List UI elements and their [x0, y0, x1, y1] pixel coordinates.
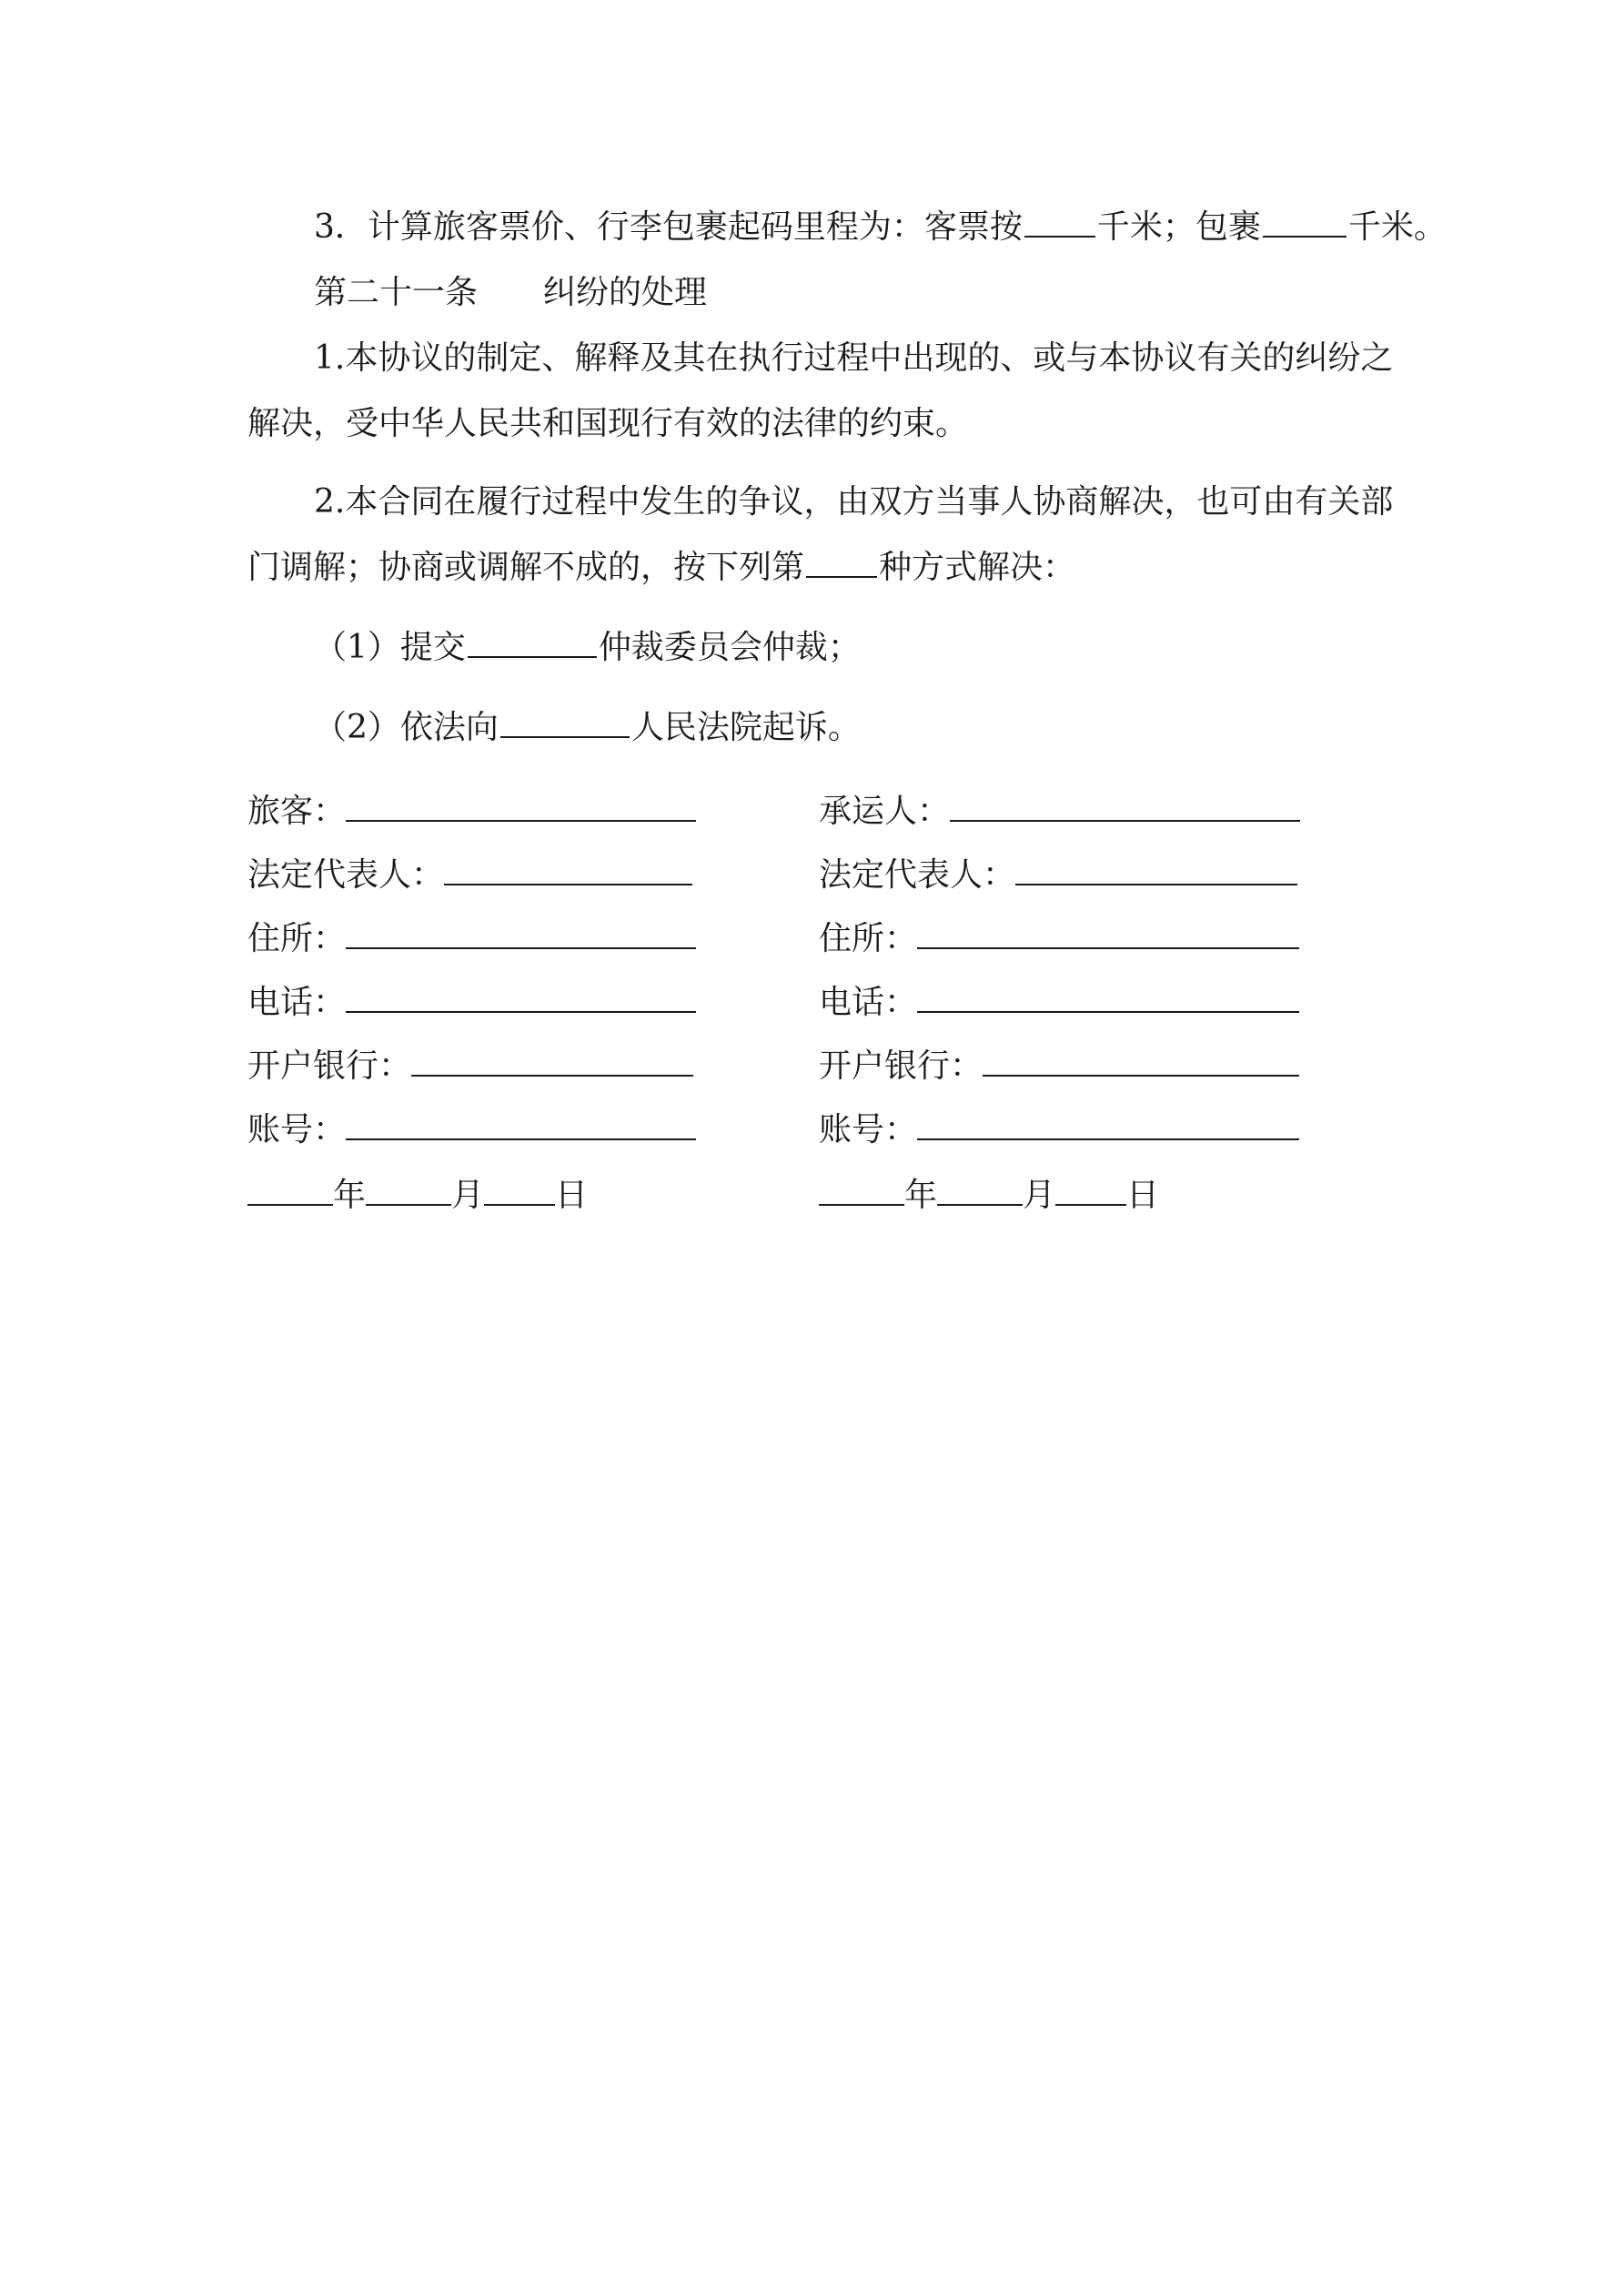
right-year-label: 年: [904, 1177, 938, 1214]
option1-suffix: 仲裁委员会仲裁；: [598, 629, 861, 666]
right-party-label: 承运人：: [819, 793, 951, 830]
right-bank-row: [819, 1047, 1299, 1087]
left-day-label: 日: [555, 1177, 589, 1214]
right-rep-row: [819, 855, 1297, 895]
left-rep-label: 法定代表人：: [247, 856, 445, 894]
left-phone-label: 电话：: [247, 984, 347, 1021]
option-1: [314, 628, 861, 668]
clause20-item3: [314, 207, 1447, 248]
left-bank-row: [247, 1047, 693, 1087]
left-phone-field[interactable]: [346, 984, 696, 1013]
item2-prefix: 门调解；协商或调解不成的，按下列第: [247, 549, 805, 586]
left-rep-field[interactable]: [444, 856, 692, 885]
right-rep-label: 法定代表人：: [819, 856, 1016, 894]
left-month-label: 月: [451, 1177, 485, 1214]
left-bank-field[interactable]: [411, 1047, 693, 1077]
left-account-row: [247, 1110, 696, 1150]
right-day-field[interactable]: [1055, 1177, 1126, 1206]
left-account-field[interactable]: [346, 1111, 696, 1140]
right-month-label: 月: [1023, 1177, 1056, 1214]
left-rep-row: [247, 855, 692, 895]
right-account-label: 账号：: [819, 1111, 918, 1148]
left-day-field[interactable]: [484, 1177, 555, 1206]
clause21-item2-line2: [247, 548, 1075, 588]
clause21-heading: [314, 273, 707, 313]
left-party-field[interactable]: [346, 793, 696, 822]
left-phone-row: [247, 983, 696, 1023]
left-account-label: 账号：: [247, 1111, 347, 1148]
right-rep-field[interactable]: [1015, 856, 1297, 885]
right-party-row: [819, 792, 1300, 832]
parcel-km-blank[interactable]: [1263, 208, 1347, 238]
option2-prefix: （2）依法向: [314, 709, 499, 746]
right-phone-field[interactable]: [917, 984, 1299, 1013]
arbitration-committee-blank[interactable]: [468, 629, 597, 658]
item3-suffix: 千米。: [1347, 208, 1447, 246]
right-bank-field[interactable]: [983, 1047, 1299, 1077]
left-year-field[interactable]: [247, 1177, 333, 1206]
left-party-row: [247, 792, 696, 832]
right-account-field[interactable]: [917, 1111, 1299, 1140]
right-month-field[interactable]: [937, 1177, 1023, 1206]
right-account-row: [819, 1110, 1299, 1150]
left-year-label: 年: [333, 1177, 367, 1214]
right-day-label: 日: [1126, 1177, 1160, 1214]
left-month-field[interactable]: [366, 1177, 451, 1206]
clause21-item2-line1: 2.本合同在履行过程中发生的争议，由双方当事人协商解决，也可由有关部: [314, 483, 1394, 521]
right-phone-label: 电话：: [819, 984, 918, 1021]
right-phone-row: [819, 983, 1299, 1023]
clause21-title: 纠纷的处理: [543, 274, 708, 311]
right-party-field[interactable]: [950, 793, 1300, 822]
left-bank-label: 开户银行：: [247, 1047, 412, 1085]
right-year-field[interactable]: [819, 1177, 904, 1206]
clause21-item1-line2: 解决，受中华人民共和国现行有效的法律的约束。: [247, 405, 969, 442]
option1-prefix: （1）提交: [314, 629, 466, 666]
right-address-row: [819, 919, 1299, 959]
item2-suffix: 种方式解决：: [879, 549, 1076, 586]
option2-suffix: 人民法院起诉。: [630, 709, 861, 746]
left-address-label: 住所：: [247, 920, 347, 957]
right-bank-label: 开户银行：: [819, 1047, 983, 1085]
clause21-number: 第二十一条: [314, 274, 479, 311]
right-address-label: 住所：: [819, 920, 918, 957]
clause21-item1-line1: 1.本协议的制定、解释及其在执行过程中出现的、或与本协议有关的纠纷之: [314, 339, 1394, 377]
ticket-km-blank[interactable]: [1024, 208, 1095, 238]
option-2: [314, 708, 861, 748]
left-party-label: 旅客：: [247, 793, 347, 830]
right-address-field[interactable]: [917, 920, 1299, 949]
left-address-field[interactable]: [346, 920, 696, 949]
right-date-row: [819, 1176, 1159, 1216]
item3-prefix: 3．计算旅客票价、行李包裹起码里程为：客票按: [314, 208, 1023, 246]
left-date-row: [247, 1176, 588, 1216]
left-address-row: [247, 919, 696, 959]
court-blank[interactable]: [500, 709, 630, 738]
item3-mid: 千米；包裹: [1096, 208, 1261, 246]
method-number-blank[interactable]: [806, 549, 877, 578]
